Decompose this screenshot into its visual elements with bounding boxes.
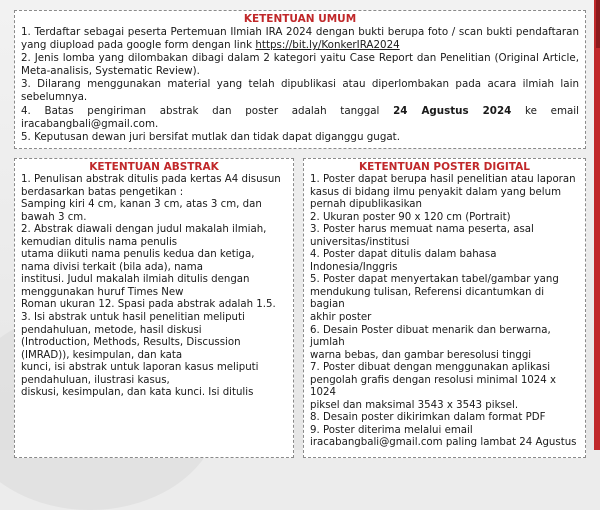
abstrak-line: kemudian ditulis nama penulis (21, 236, 178, 248)
abstrak-line: 2. Abstrak diawali dengan judul makalah ilmiah, (21, 224, 267, 236)
poster-line: akhir poster (310, 312, 372, 324)
umum-item-4-text: 4. Batas pengiriman abstrak dan poster adalah tanggal (21, 104, 394, 117)
ketentuan-poster-panel (303, 158, 586, 458)
poster-line: 5. Poster dapat menyertakan tabel/gambar yang (310, 274, 559, 286)
abstrak-line: (IMRAD)), kesimpulan, dan kata (21, 349, 183, 361)
poster-line: mendukung tulisan, Referensi dicantumkan di bagian (310, 286, 545, 311)
abstrak-line: menggunakan huruf Times New (21, 286, 184, 298)
ketentuan-abstrak-panel (14, 158, 294, 458)
abstrak-line: Samping kiri 4 cm, kanan 3 cm, atas 3 cm, dan (21, 199, 262, 211)
abstrak-line: (Introduction, Methods, Results, Discussion (21, 337, 241, 349)
ketentuan-umum-panel (14, 10, 586, 149)
poster-line: iracabangbali@gmail.com paling lambat 24 Agustus (310, 437, 577, 449)
umum-item-5: 5. Keputusan dewan juri bersifat mutlak dan tidak dapat diganggu gugat. (21, 130, 400, 143)
umum-item-1-text: 1. Terdaftar sebagai peserta Pertemuan Ilmiah IRA 2024 dengan bukti berupa foto / scan bukti pendaftaran yang diupload pada google form dengan link (21, 26, 579, 52)
ketentuan-abstrak-body (15, 174, 293, 400)
poster-line: 2. Ukuran poster 90 x 120 cm (Portrait) (310, 211, 511, 223)
abstrak-line: nama divisi terkait (bila ada), nama (21, 261, 203, 273)
poster-line: 9. Poster diterima melalui email (310, 424, 473, 436)
poster-line: 3. Poster harus memuat nama peserta, asal (310, 224, 534, 236)
poster-line: kasus di bidang ilmu penyakit dalam yang belum (310, 186, 562, 198)
ketentuan-umum-title: KETENTUAN UMUM (243, 13, 357, 25)
ketentuan-poster-body (304, 174, 585, 450)
poster-line: 1. Poster dapat berupa hasil penelitian atau laporan (310, 174, 576, 185)
abstrak-line: 3. Isi abstrak untuk hasil penelitian meliputi (21, 312, 245, 324)
abstrak-line: 1. Penulisan abstrak ditulis pada kertas A4 disusun (21, 174, 281, 185)
umum-item-4-email: ke email iracabangbali@gmail.com. (21, 104, 580, 130)
google-form-link[interactable]: https://bit.ly/KonkerIRA2024 (255, 39, 400, 52)
abstrak-line: Roman ukuran 12. Spasi pada abstrak adalah 1.5. (21, 299, 276, 311)
abstrak-line: diskusi, kesimpulan, dan kata kunci. Isi ditulis (21, 387, 254, 399)
abstrak-line: institusi. Judul makalah ilmiah ditulis dengan (21, 274, 250, 286)
abstrak-line: berdasarkan batas pengetikan : (21, 186, 184, 198)
abstrak-line: utama diikuti nama penulis kedua dan ketiga, (21, 249, 255, 261)
poster-line: pengolah grafis dengan resolusi minimal 1024 x 1024 (310, 374, 557, 399)
right-edge-accent-notch (596, 0, 600, 48)
poster-line: warna bebas, dan gambar beresolusi tinggi (310, 349, 532, 361)
ketentuan-poster-title: KETENTUAN POSTER DIGITAL (359, 161, 530, 173)
umum-item-3: 3. Dilarang menggunakan material yang telah dipublikasi atau diperlombakan pada acara ilmiah lain sebelumnya. (21, 78, 579, 104)
poster-line: 6. Desain Poster dibuat menarik dan berwarna, jumlah (310, 324, 551, 349)
right-edge-accent-bar (594, 0, 600, 450)
ketentuan-abstrak-title: KETENTUAN ABSTRAK (89, 161, 219, 173)
deadline-date: 24 Agustus 2024 (393, 104, 512, 117)
ketentuan-umum-body (15, 26, 585, 144)
poster-line: 4. Poster dapat ditulis dalam bahasa Indonesia/Inggris (310, 249, 497, 273)
umum-item-2: 2. Jenis lomba yang dilombakan dibagi dalam 2 kategori yaitu Case Report dan Penelitian (Original Article, Meta-analisis, Systematic Review). (21, 52, 579, 78)
abstrak-line: pendahuluan, ilustrasi kasus, (21, 374, 170, 386)
abstrak-line: bawah 3 cm. (21, 211, 87, 223)
umum-item-1 (21, 26, 579, 52)
abstrak-line: kunci, isi abstrak untuk laporan kasus meliputi (21, 362, 259, 374)
poster-line: pernah dipublikasikan (310, 199, 423, 211)
poster-line: 7. Poster dibuat dengan menggunakan aplikasi (310, 362, 551, 374)
poster-line: 8. Desain poster dikirimkan dalam format PDF (310, 412, 546, 424)
abstrak-line: pendahuluan, metode, hasil diskusi (21, 324, 202, 336)
poster-line: piksel dan maksimal 3543 x 3543 piksel. (310, 399, 519, 411)
umum-item-4 (21, 105, 579, 131)
poster-line: universitas/institusi (310, 236, 410, 248)
